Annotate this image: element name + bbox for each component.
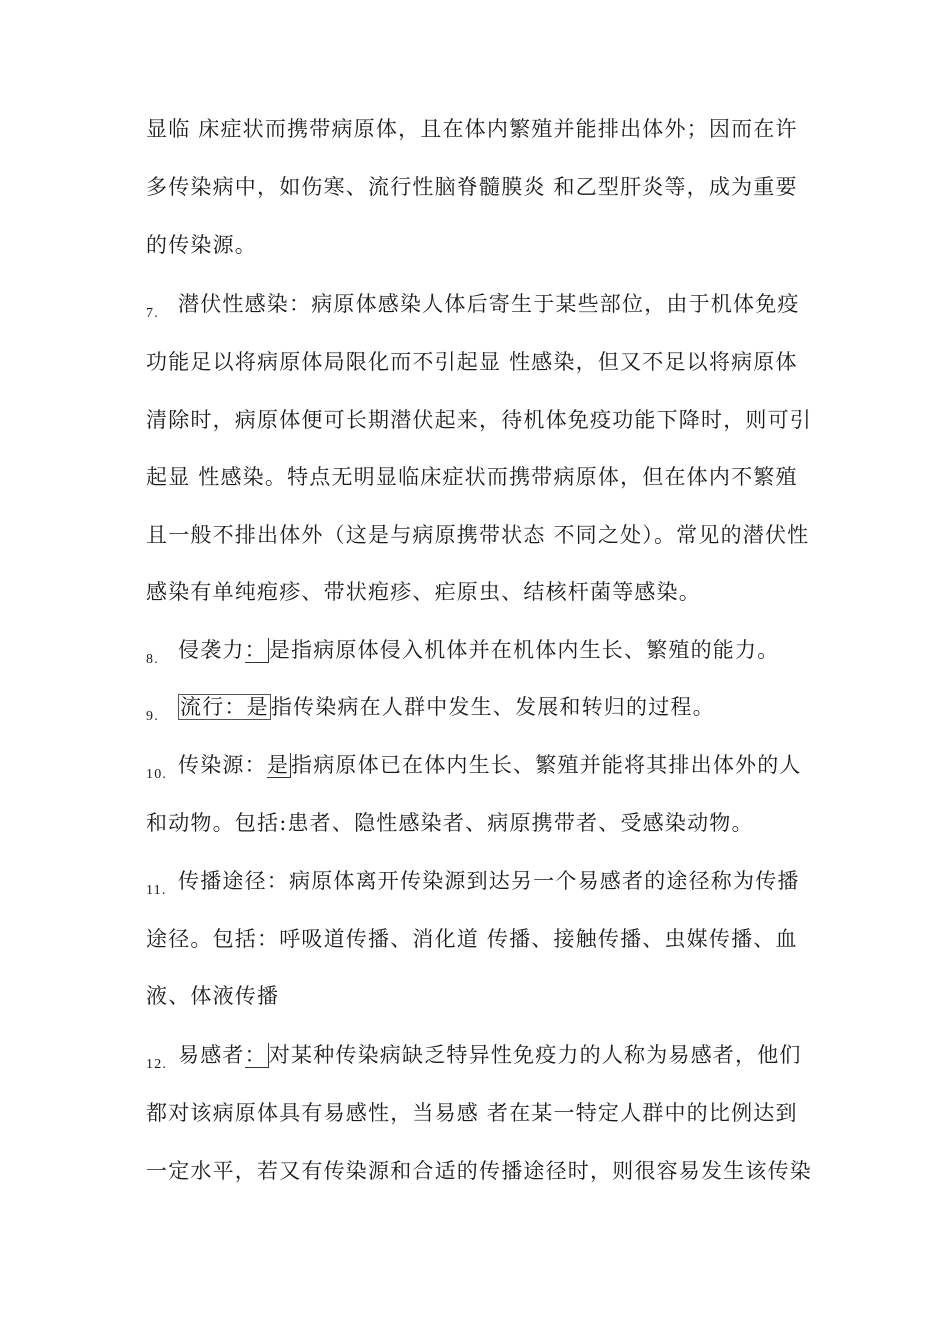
text-line: 的传染源。: [146, 233, 257, 257]
item-7-line: [146, 289, 800, 329]
text-line: 都对该病原体具有易感性，当易感 者在某一特定人群中的比例达到: [146, 1101, 798, 1125]
item-12-text: 对某种传染病缺乏特异性免疫力的人称为易感者，他们: [268, 1043, 802, 1067]
item-number: 9.: [146, 709, 159, 724]
text-line: 液、体液传播: [146, 984, 280, 1008]
item-number: 10.: [146, 767, 168, 782]
term-invasiveness: 侵袭力: [178, 638, 245, 662]
term-colon-box: ：: [244, 1043, 267, 1067]
text-line: 和动物。包括:患者、隐性感染者、病原携带者、受感染动物。: [146, 811, 754, 835]
term-colon-box: ：: [244, 638, 267, 662]
item-10-text: 指病原体已在体内生长、繁殖并能将其排出体外的人: [291, 753, 802, 777]
item-number: 11.: [146, 883, 167, 898]
text-line: 且一般不排出体外（这是与病原携带状态 不同之处）。常见的潜伏性: [146, 523, 810, 547]
item-number: 8.: [146, 652, 159, 667]
term-source-is: 是: [266, 753, 290, 777]
term-source: 传染源：: [178, 753, 267, 777]
text-line: 清除时，病原体便可长期潜伏起来，待机体免疫功能下降时，则可引: [146, 408, 812, 432]
text-line: 一定水平，若又有传染源和合适的传播途径时，则很容易发生该传染: [146, 1159, 812, 1183]
item-8-line: [146, 635, 779, 675]
item-10-line: [146, 750, 802, 790]
item-number: 12.: [146, 1057, 168, 1072]
item-9-line: [146, 692, 715, 732]
text-line: 起显 性感染。特点无明显临床症状而携带病原体，但在体内不繁殖: [146, 465, 798, 489]
text-line: 显临 床症状而携带病原体，且在体内繁殖并能排出体外；因而在许: [146, 117, 798, 141]
item-9-text: 指传染病在人群中发生、发展和转归的过程。: [270, 695, 715, 719]
text-line: 功能足以将病原体局限化而不引起显 性感染，但又不足以将病原体: [146, 350, 798, 374]
item-11-text: 传播途径：病原体离开传染源到达另一个易感者的途径称为传播: [178, 869, 800, 893]
text-line: 途径。包括：呼吸道传播、消化道 传播、接触传播、虫媒传播、血: [146, 927, 798, 951]
item-8-text: 是指病原体侵入机体并在机体内生长、繁殖的能力。: [268, 638, 780, 662]
item-number: 7.: [146, 306, 159, 321]
text-line: 感染有单纯疱疹、带状疱疹、疟原虫、结核杆菌等感染。: [146, 580, 701, 604]
term-epidemic: 流行：是: [180, 695, 269, 719]
text-line: 多传染病中，如伤寒、流行性脑脊髓膜炎 和乙型肝炎等，成为重要: [146, 175, 798, 199]
item-12-line: [146, 1040, 802, 1080]
term-susceptible: 易感者: [178, 1043, 245, 1067]
item-7-text: 潜伏性感染：病原体感染人体后寄生于某些部位，由于机体免疫: [178, 292, 800, 316]
item-11-line: [146, 866, 800, 906]
